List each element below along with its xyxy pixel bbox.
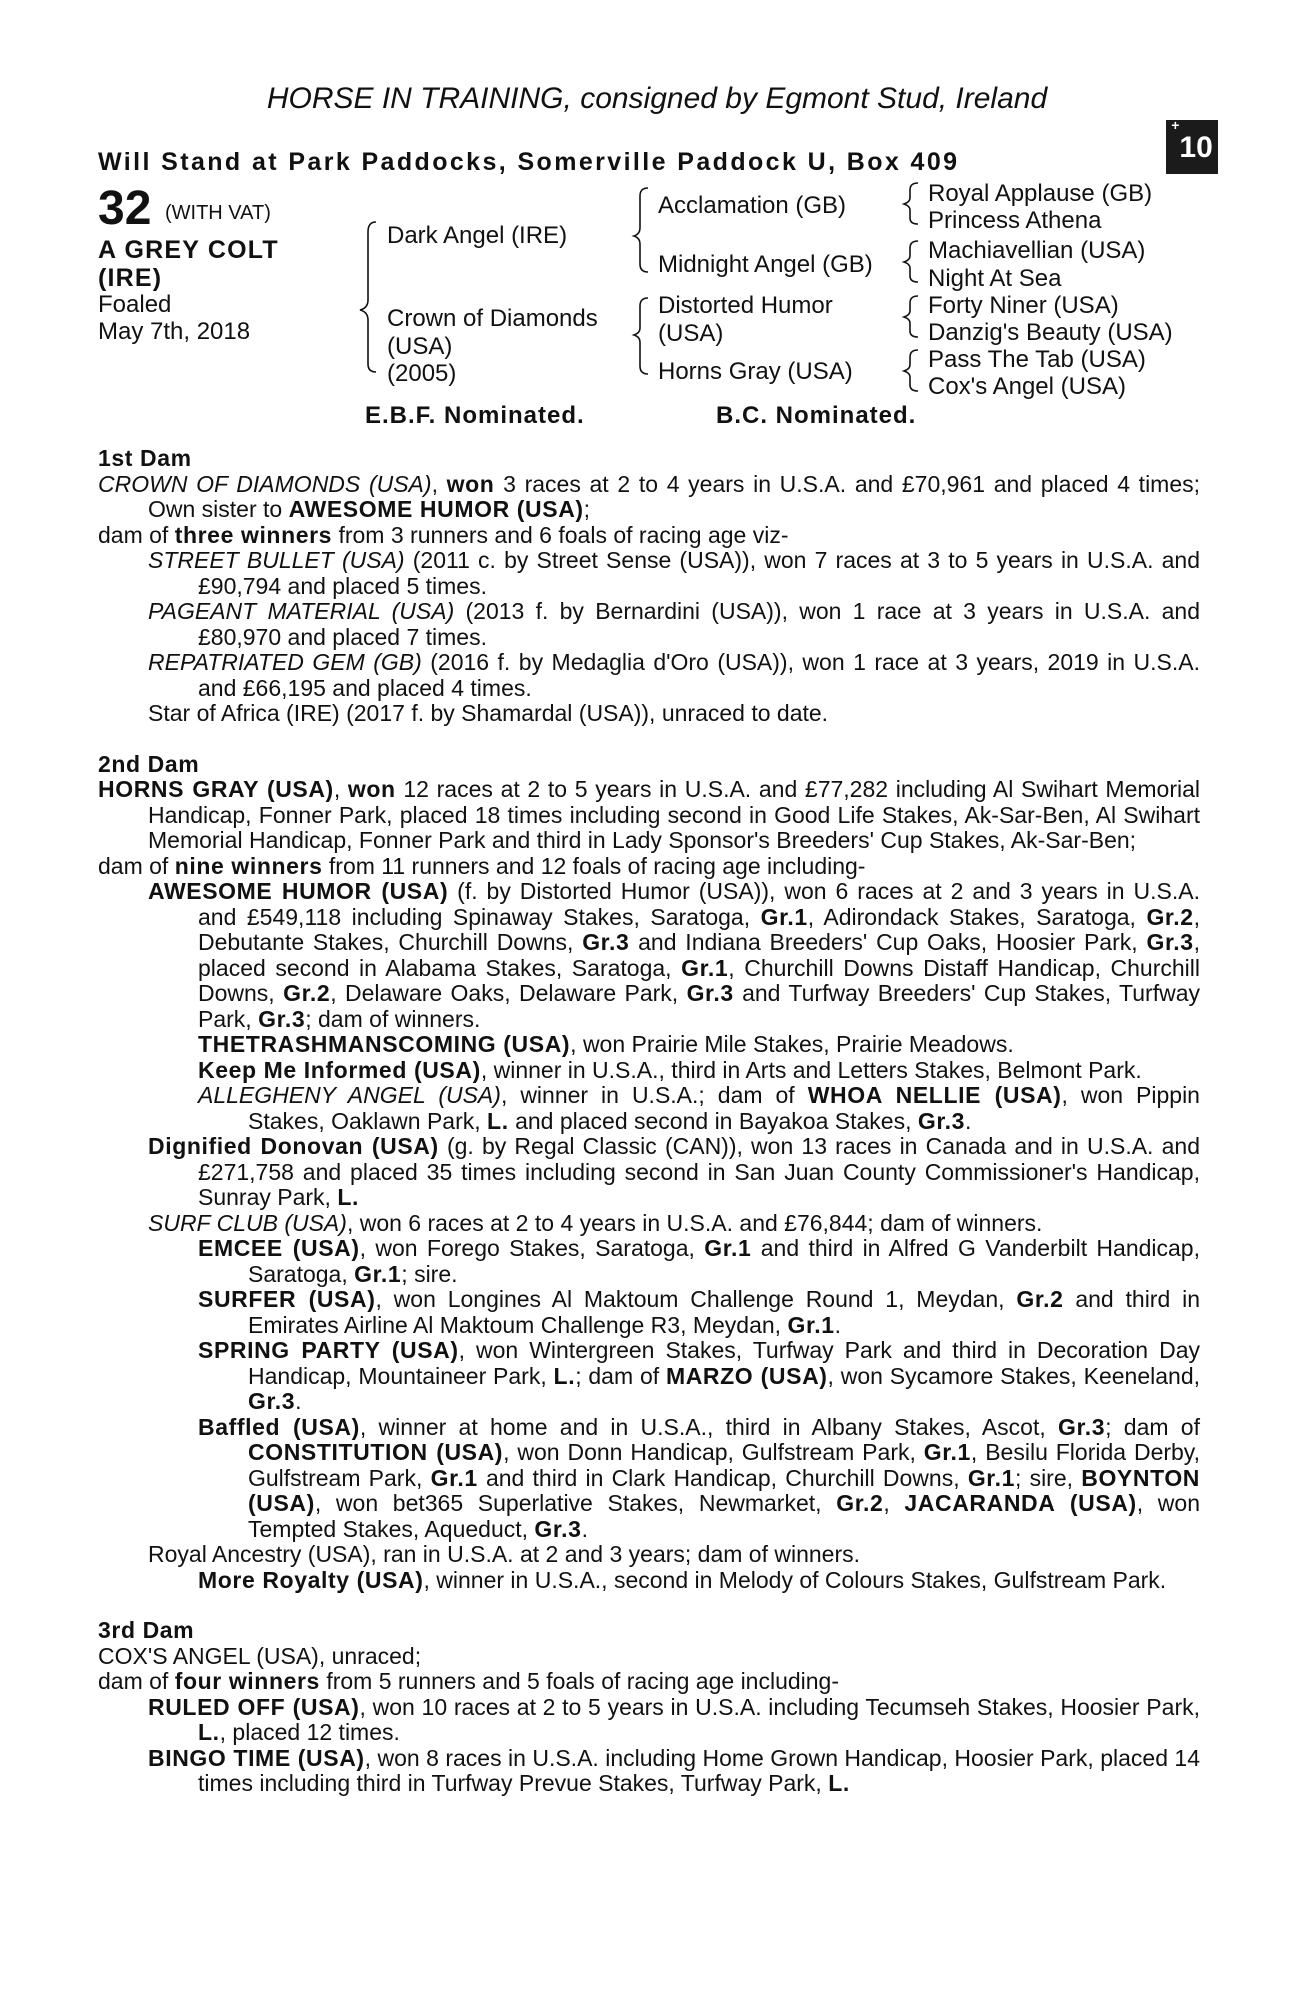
pedigree-page-body	[98, 446, 1200, 1797]
foal-entry: STREET BULLET (USA) (2011 c. by Street Sense (USA)), won 7 races at 3 to 5 years in U.S.A. and £90,794 and placed 5 times.	[148, 547, 1201, 599]
brace-sd	[904, 241, 918, 282]
brace-gen1	[360, 222, 376, 372]
first-dam-section	[98, 446, 1200, 727]
lot-description-1: A GREY COLT	[98, 236, 279, 264]
brace-ss	[904, 183, 918, 224]
lot-number: 32	[98, 182, 152, 235]
second-dam-heading: 2nd Dam	[98, 750, 200, 777]
first-dam-produce: dam of three winners from 3 runners and 6 foals of racing age viz-	[98, 521, 789, 548]
pedigree-sire-sire: Acclamation (GB)	[658, 192, 847, 219]
lot-description-2: (IRE)	[98, 264, 163, 292]
bc-nominated: B.C. Nominated.	[716, 402, 917, 429]
ebf-nominated: E.B.F. Nominated.	[365, 402, 585, 429]
brace-dd	[904, 350, 918, 391]
foal-entry: PAGEANT MATERIAL (USA) (2013 f. by Bernardini (USA)), won 1 race at 3 years in U.S.A. and £80,970 and placed 7 times.	[148, 598, 1200, 650]
produce-entry-ruled-off: RULED OFF (USA), won 10 races at 2 to 5 years in U.S.A. including Tecumseh Stakes, Hoosier Park, L., placed 12 times.	[148, 1693, 1200, 1745]
produce-entry-surf-club: SURF CLUB (USA), won 6 races at 2 to 4 years in U.S.A. and £76,844; dam of winners.	[148, 1209, 1043, 1236]
brace-ds	[904, 296, 918, 337]
produce-entry-awesome-humor: AWESOME HUMOR (USA) (f. by Distorted Humor (USA)), won 6 races at 2 and 3 years in U.S.A. and £549,118 including Spinaway Stakes, Saratoga, Gr.1, Adirondack Stakes, Saratoga, Gr.2, Debutante Stakes, Churchill Downs, Gr.3 and Indiana Breeders' Cup Oaks, Hoosier Park, Gr.3, placed second in Alabama Stakes, Saratoga, Gr.1, Churchill Downs Distaff Handicap, Churchill Downs, Gr.2, Delaware Oaks, Delaware Park, Gr.3 and Turfway Breeders' Cup Stakes, Turfway Park, Gr.3; dam of winners.	[148, 878, 1200, 1032]
produce-entry-bingo-time: BINGO TIME (USA), won 8 races in U.S.A. including Home Grown Handicap, Hoosier Park, placed 14 times including third in Turfway Prevue Stakes, Turfway Park, L.	[148, 1744, 1200, 1796]
produce-entry-surfer: SURFER (USA), won Longines Al Maktoum Challenge Round 1, Meydan, Gr.2 and third in Emirates Airline Al Maktoum Challenge R3, Meydan, Gr.1.	[198, 1286, 1200, 1338]
second-dam-record: HORNS GRAY (USA), won 12 races at 2 to 5 years in U.S.A. and £77,282 including Al Swihart Memorial Handicap, Fonner Park, placed 18 times including second in Good Life Stakes, Ak-Sar-Ben, Al Swihart Memorial Handicap, Fonner Park and third in Lady Sponsor's Breeders' Cup Stakes, Ak-Sar-Ben;	[98, 776, 1201, 853]
pedigree-dam-dam: Horns Gray (USA)	[658, 358, 853, 385]
produce-entry-dignified-donovan: Dignified Donovan (USA) (g. by Regal Classic (CAN)), won 13 races in Canada and in U.S.A. and £271,758 and placed 35 times including second in San Juan County Commissioner's Handicap, Sunray Park, L.	[148, 1133, 1200, 1210]
brace-dam	[634, 298, 648, 374]
pedigree-dss: Forty Niner (USA)	[928, 292, 1119, 319]
pedigree-ssd: Princess Athena	[928, 207, 1102, 234]
pedigree-sdd: Night At Sea	[928, 265, 1062, 292]
lot-vat: (WITH VAT)	[165, 202, 271, 224]
foaled-label: Foaled	[98, 291, 172, 318]
produce-entry-keep-me-informed: Keep Me Informed (USA), winner in U.S.A., third in Arts and Letters Stakes, Belmont Park.	[198, 1056, 1142, 1083]
pedigree-sss: Royal Applause (GB)	[928, 180, 1153, 207]
foaled-date: May 7th, 2018	[98, 318, 251, 345]
produce-entry-more-royalty: More Royalty (USA), winner in U.S.A., second in Melody of Colours Stakes, Gulfstream Park.	[198, 1566, 1167, 1593]
produce-entry-emcee: EMCEE (USA), won Forego Stakes, Saratoga, Gr.1 and third in Alfred G Vanderbilt Handicap, Saratoga, Gr.1; sire.	[198, 1235, 1200, 1287]
stand-location: Will Stand at Park Paddocks, Somerville Paddock U, Box 409	[98, 148, 960, 176]
produce-entry-royal-ancestry: Royal Ancestry (USA), ran in U.S.A. at 2 and 3 years; dam of winners.	[148, 1541, 861, 1567]
third-dam-heading: 3rd Dam	[98, 1617, 195, 1643]
produce-entry-thetrashmanscoming: THETRASHMANSCOMING (USA), won Prairie Mile Stakes, Prairie Meadows.	[198, 1031, 1014, 1057]
first-dam-heading: 1st Dam	[98, 445, 192, 471]
pedigree-dam-line-2: (USA)	[387, 333, 453, 360]
pedigree-dds: Pass The Tab (USA)	[928, 346, 1146, 373]
second-dam-produce: dam of nine winners from 11 runners and 12 foals of racing age including-	[98, 852, 866, 879]
produce-entry-spring-party: SPRING PARTY (USA), won Wintergreen Stakes, Turfway Park and third in Decoration Day Handicap, Mountaineer Park, L.; dam of MARZO (USA), won Sycamore Stakes, Keeneland, Gr.3.	[198, 1337, 1200, 1414]
third-dam-produce: dam of four winners from 5 runners and 5 foals of racing age including-	[98, 1668, 840, 1694]
produce-entry-baffled: Baffled (USA), winner at home and in U.S.A., third in Albany Stakes, Ascot, Gr.3; dam of CONSTITUTION (USA), won Donn Handicap, Gulfstream Park, Gr.1, Besilu Florida Derby, Gulfstream Park, Gr.1 and third in Clark Handicap, Churchill Downs, Gr.1; sire, BOYNTON (USA), won bet365 Superlative Stakes, Newmarket, Gr.2, JACARANDA (USA), won Tempted Stakes, Aqueduct, Gr.3.	[198, 1413, 1201, 1542]
badge-number: 10	[1179, 131, 1213, 164]
foal-entry: Star of Africa (IRE) (2017 f. by Shamardal (USA)), unraced to date.	[148, 700, 829, 726]
third-dam-record: COX'S ANGEL (USA), unraced;	[98, 1642, 422, 1669]
pedigree-dam-line-3: (2005)	[387, 360, 457, 387]
second-dam-section	[98, 752, 1200, 1594]
pedigree-dam-sire-1: Distorted Humor	[658, 292, 833, 319]
pedigree-sds: Machiavellian (USA)	[928, 237, 1146, 264]
pedigree-ddd: Cox's Angel (USA)	[928, 373, 1126, 400]
brace-sire	[634, 188, 648, 272]
first-dam-record: CROWN OF DIAMONDS (USA), won 3 races at 2 to 4 years in U.S.A. and £70,961 and placed 4 times; Own sister to AWESOME HUMOR (USA);	[98, 470, 1201, 522]
third-dam-section	[98, 1618, 1200, 1797]
pedigree-dam-line-1: Crown of Diamonds	[387, 305, 598, 332]
pedigree-dsd: Danzig's Beauty (USA)	[928, 319, 1173, 346]
pedigree-dam-sire-2: (USA)	[658, 320, 724, 347]
foal-entry: REPATRIATED GEM (GB) (2016 f. by Medaglia d'Oro (USA)), won 1 race at 3 years, 2019 in U.S.A. and £66,195 and placed 4 times.	[148, 649, 1200, 701]
consignment-heading: HORSE IN TRAINING, consigned by Egmont Stud, Ireland	[266, 82, 1048, 115]
pedigree-sire-dam: Midnight Angel (GB)	[658, 251, 873, 278]
produce-entry-allegheny-angel: ALLEGHENY ANGEL (USA), winner in U.S.A.; dam of WHOA NELLIE (USA), won Pippin Stakes, Oaklawn Park, L. and placed second in Bayakoa Stakes, Gr.3.	[198, 1082, 1200, 1134]
badge-plus: +	[1171, 117, 1180, 133]
pedigree-sire: Dark Angel (IRE)	[387, 222, 568, 249]
